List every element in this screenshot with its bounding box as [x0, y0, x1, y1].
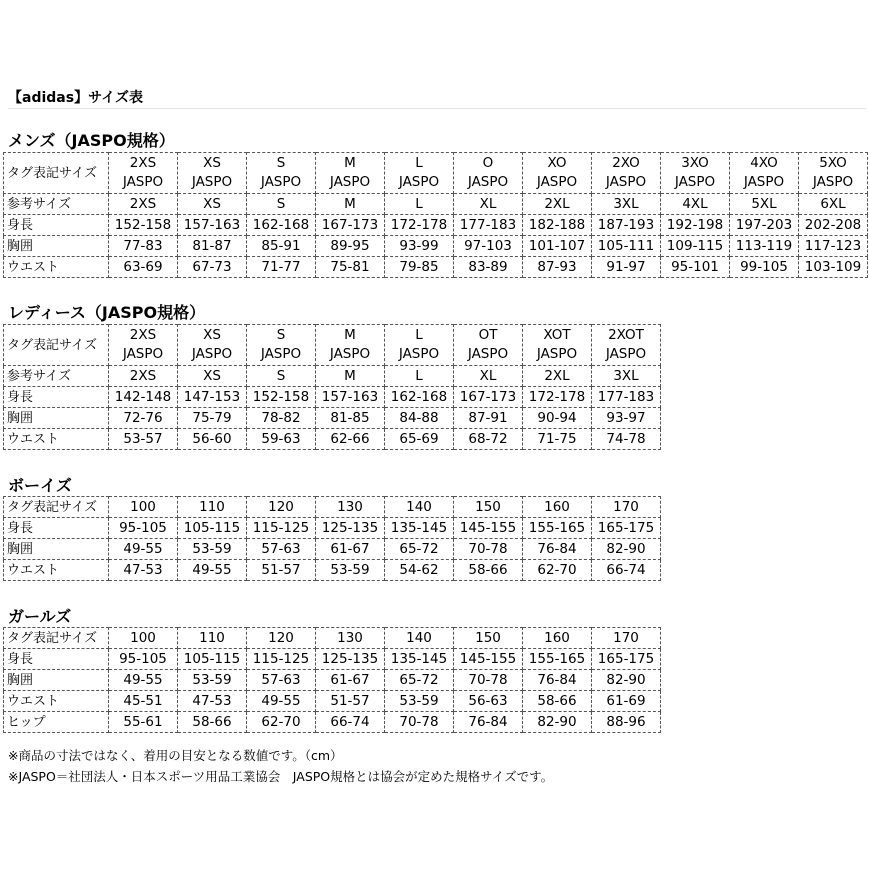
size-cell	[178, 325, 247, 366]
size-cell: 93-97	[592, 408, 661, 429]
size-cell: 192-198	[661, 215, 730, 236]
jaspo-label: JASPO	[260, 346, 302, 362]
size-cell: 87-93	[523, 257, 592, 278]
size-row	[4, 366, 661, 387]
size-cell	[523, 325, 592, 366]
size-cell: 155-165	[523, 518, 592, 539]
row-label: ウエスト	[4, 691, 109, 712]
size-code: XS	[203, 155, 221, 171]
size-cell: 145-155	[454, 649, 523, 670]
size-row	[4, 691, 661, 712]
size-cell: 150	[454, 497, 523, 518]
size-cell: 62-66	[316, 429, 385, 450]
size-cell: 71-77	[247, 257, 316, 278]
ladies-size-title: レディース（JASPO規格）	[8, 303, 206, 322]
size-cell: 78-82	[247, 408, 316, 429]
size-cell: 62-70	[247, 712, 316, 733]
boys-size-table	[3, 496, 661, 581]
row-label: 身長	[4, 387, 109, 408]
size-code: S	[276, 327, 286, 343]
size-cell: 6XL	[799, 194, 868, 215]
size-cell: 49-55	[109, 539, 178, 560]
size-cell: 71-75	[523, 429, 592, 450]
size-cell: 49-55	[247, 691, 316, 712]
size-cell	[454, 153, 523, 194]
size-cell: 100	[109, 628, 178, 649]
size-code: 4XO	[750, 155, 778, 171]
size-cell	[523, 153, 592, 194]
jaspo-label: JASPO	[743, 174, 785, 190]
size-cell: 130	[316, 497, 385, 518]
size-row	[4, 649, 661, 670]
size-cell: 120	[247, 628, 316, 649]
size-cell: 177-183	[454, 215, 523, 236]
size-cell: 160	[523, 628, 592, 649]
size-cell: 76-84	[523, 539, 592, 560]
size-cell: 53-59	[178, 670, 247, 691]
size-cell: 55-61	[109, 712, 178, 733]
size-cell: 75-79	[178, 408, 247, 429]
size-cell: 155-165	[523, 649, 592, 670]
ladies-size-table	[3, 324, 661, 450]
size-code: XS	[203, 327, 221, 343]
size-cell: 91-97	[592, 257, 661, 278]
title-divider	[8, 108, 866, 109]
size-row	[4, 325, 661, 366]
size-code: O	[482, 155, 494, 171]
size-cell: 3XL	[592, 366, 661, 387]
size-row	[4, 194, 868, 215]
size-cell: 57-63	[247, 670, 316, 691]
size-cell: S	[247, 366, 316, 387]
size-cell: 99-105	[730, 257, 799, 278]
size-cell: 85-91	[247, 236, 316, 257]
size-cell: 125-135	[316, 518, 385, 539]
size-cell: 113-119	[730, 236, 799, 257]
size-row	[4, 387, 661, 408]
size-cell: L	[385, 366, 454, 387]
size-cell: 65-72	[385, 539, 454, 560]
mens-size-title: メンズ（JASPO規格）	[8, 131, 175, 150]
row-label: ウエスト	[4, 257, 109, 278]
mens-size-table	[3, 152, 868, 278]
size-row	[4, 539, 661, 560]
size-cell: 56-60	[178, 429, 247, 450]
row-label: ヒップ	[4, 712, 109, 733]
size-code: L	[415, 155, 423, 171]
size-cell: 66-74	[592, 560, 661, 581]
size-cell: 145-155	[454, 518, 523, 539]
jaspo-label: JASPO	[191, 174, 233, 190]
size-cell: 70-78	[385, 712, 454, 733]
size-cell	[316, 153, 385, 194]
size-cell	[247, 325, 316, 366]
size-cell: L	[385, 194, 454, 215]
size-cell: XS	[178, 366, 247, 387]
size-cell: 68-72	[454, 429, 523, 450]
size-cell: XS	[178, 194, 247, 215]
size-cell: 89-95	[316, 236, 385, 257]
jaspo-label: JASPO	[536, 346, 578, 362]
size-cell: 197-203	[730, 215, 799, 236]
size-cell: 167-173	[454, 387, 523, 408]
jaspo-label: JASPO	[260, 174, 302, 190]
size-cell: 54-62	[385, 560, 454, 581]
size-cell: 182-188	[523, 215, 592, 236]
size-cell: 100	[109, 497, 178, 518]
size-cell: 160	[523, 497, 592, 518]
size-cell: 81-87	[178, 236, 247, 257]
row-label: タグ表記サイズ	[4, 497, 109, 518]
jaspo-label: JASPO	[398, 174, 440, 190]
size-cell: 103-109	[799, 257, 868, 278]
size-cell: 167-173	[316, 215, 385, 236]
size-cell: 76-84	[523, 670, 592, 691]
size-cell: 177-183	[592, 387, 661, 408]
size-cell: 53-59	[385, 691, 454, 712]
size-cell: 140	[385, 497, 454, 518]
size-cell: 120	[247, 497, 316, 518]
size-row	[4, 712, 661, 733]
size-code: M	[344, 155, 356, 171]
jaspo-label: JASPO	[191, 346, 233, 362]
size-cell: 152-158	[247, 387, 316, 408]
size-cell: 62-70	[523, 560, 592, 581]
size-code: 5XO	[819, 155, 847, 171]
size-cell: 162-168	[247, 215, 316, 236]
size-code: 3XO	[681, 155, 709, 171]
size-code: M	[344, 327, 356, 343]
size-cell: 51-57	[247, 560, 316, 581]
size-cell: 95-105	[109, 649, 178, 670]
jaspo-label: JASPO	[605, 174, 647, 190]
size-cell: 105-115	[178, 518, 247, 539]
size-cell	[385, 153, 454, 194]
size-code: S	[276, 155, 286, 171]
size-cell: 93-99	[385, 236, 454, 257]
size-cell: 67-73	[178, 257, 247, 278]
row-label: タグ表記サイズ	[4, 325, 109, 366]
size-cell: 70-78	[454, 539, 523, 560]
size-cell: 79-85	[385, 257, 454, 278]
jaspo-label: JASPO	[674, 174, 716, 190]
size-cell: 45-51	[109, 691, 178, 712]
jaspo-label: JASPO	[812, 174, 854, 190]
size-cell: XL	[454, 194, 523, 215]
size-cell	[316, 325, 385, 366]
jaspo-label: JASPO	[329, 346, 371, 362]
size-row	[4, 257, 868, 278]
size-row	[4, 497, 661, 518]
size-cell: 4XL	[661, 194, 730, 215]
size-cell: 61-67	[316, 539, 385, 560]
size-cell	[592, 153, 661, 194]
size-cell: 88-96	[592, 712, 661, 733]
size-code: 2XO	[612, 155, 640, 171]
size-cell: 105-111	[592, 236, 661, 257]
size-cell: 90-94	[523, 408, 592, 429]
size-cell: 53-59	[178, 539, 247, 560]
size-cell: 157-163	[316, 387, 385, 408]
size-cell: 110	[178, 497, 247, 518]
size-cell	[454, 325, 523, 366]
size-cell: M	[316, 366, 385, 387]
size-cell: 135-145	[385, 649, 454, 670]
size-cell: 82-90	[523, 712, 592, 733]
size-cell: 95-105	[109, 518, 178, 539]
size-cell: 82-90	[592, 539, 661, 560]
jaspo-label: JASPO	[329, 174, 371, 190]
size-cell: 172-178	[385, 215, 454, 236]
size-cell: 47-53	[178, 691, 247, 712]
size-cell: 130	[316, 628, 385, 649]
page-title: 【adidas】サイズ表	[8, 90, 143, 106]
row-label: 参考サイズ	[4, 366, 109, 387]
size-cell	[247, 153, 316, 194]
size-cell: 140	[385, 628, 454, 649]
jaspo-label: JASPO	[467, 174, 509, 190]
size-cell	[730, 153, 799, 194]
size-cell: 109-115	[661, 236, 730, 257]
size-cell: 75-81	[316, 257, 385, 278]
size-cell: 142-148	[109, 387, 178, 408]
size-row	[4, 560, 661, 581]
size-row	[4, 236, 868, 257]
note-measurement: ※商品の寸法ではなく、着用の目安となる数値です。（cm）	[8, 748, 343, 763]
size-cell: 135-145	[385, 518, 454, 539]
size-cell: 53-59	[316, 560, 385, 581]
size-cell: 77-83	[109, 236, 178, 257]
size-cell: 58-66	[178, 712, 247, 733]
size-cell	[661, 153, 730, 194]
row-label: 胸囲	[4, 236, 109, 257]
size-row	[4, 628, 661, 649]
row-label: 身長	[4, 518, 109, 539]
size-code: 2XOT	[608, 327, 644, 343]
size-cell: S	[247, 194, 316, 215]
row-label: タグ表記サイズ	[4, 153, 109, 194]
size-cell: 172-178	[523, 387, 592, 408]
size-cell: 58-66	[454, 560, 523, 581]
size-cell: 110	[178, 628, 247, 649]
size-code: L	[415, 327, 423, 343]
jaspo-label: JASPO	[122, 174, 164, 190]
size-cell: 165-175	[592, 649, 661, 670]
size-cell: 83-89	[454, 257, 523, 278]
size-cell: 152-158	[109, 215, 178, 236]
size-row	[4, 518, 661, 539]
size-cell: 49-55	[178, 560, 247, 581]
size-cell	[592, 325, 661, 366]
size-cell: 47-53	[109, 560, 178, 581]
size-cell: 66-74	[316, 712, 385, 733]
size-cell: 157-163	[178, 215, 247, 236]
row-label: ウエスト	[4, 429, 109, 450]
size-cell: 72-76	[109, 408, 178, 429]
size-cell: 115-125	[247, 649, 316, 670]
size-cell: 2XS	[109, 194, 178, 215]
size-cell: 170	[592, 497, 661, 518]
row-label: 胸囲	[4, 408, 109, 429]
size-cell: 202-208	[799, 215, 868, 236]
size-row	[4, 215, 868, 236]
size-cell: 65-72	[385, 670, 454, 691]
size-cell: 165-175	[592, 518, 661, 539]
size-cell: 87-91	[454, 408, 523, 429]
size-cell	[109, 153, 178, 194]
size-cell: 49-55	[109, 670, 178, 691]
size-cell: 162-168	[385, 387, 454, 408]
size-cell: 2XL	[523, 366, 592, 387]
size-cell: 125-135	[316, 649, 385, 670]
size-cell: 81-85	[316, 408, 385, 429]
jaspo-label: JASPO	[122, 346, 164, 362]
size-cell: 70-78	[454, 670, 523, 691]
size-cell	[109, 325, 178, 366]
size-code: OT	[478, 327, 498, 343]
size-cell: 63-69	[109, 257, 178, 278]
size-cell: 97-103	[454, 236, 523, 257]
row-label: ウエスト	[4, 560, 109, 581]
girls-size-title: ガールズ	[8, 607, 72, 626]
size-row	[4, 153, 868, 194]
row-label: 身長	[4, 649, 109, 670]
size-cell: 117-123	[799, 236, 868, 257]
size-cell	[385, 325, 454, 366]
size-cell: 170	[592, 628, 661, 649]
size-cell: 58-66	[523, 691, 592, 712]
size-cell: 3XL	[592, 194, 661, 215]
size-cell	[799, 153, 868, 194]
size-row	[4, 408, 661, 429]
jaspo-label: JASPO	[605, 346, 647, 362]
jaspo-label: JASPO	[536, 174, 578, 190]
size-code: 2XS	[129, 327, 157, 343]
size-cell	[178, 153, 247, 194]
size-cell: 105-115	[178, 649, 247, 670]
size-cell: XL	[454, 366, 523, 387]
row-label: 胸囲	[4, 670, 109, 691]
jaspo-label: JASPO	[467, 346, 509, 362]
row-label: 胸囲	[4, 539, 109, 560]
size-cell: 2XL	[523, 194, 592, 215]
size-row	[4, 429, 661, 450]
size-cell: 101-107	[523, 236, 592, 257]
size-cell: 115-125	[247, 518, 316, 539]
size-code: XO	[547, 155, 567, 171]
size-cell: 2XS	[109, 366, 178, 387]
size-cell: 51-57	[316, 691, 385, 712]
size-cell: 147-153	[178, 387, 247, 408]
size-code: XOT	[543, 327, 571, 343]
size-cell: 61-69	[592, 691, 661, 712]
size-cell: 65-69	[385, 429, 454, 450]
size-cell: 5XL	[730, 194, 799, 215]
size-cell: 57-63	[247, 539, 316, 560]
size-cell: 53-57	[109, 429, 178, 450]
size-row	[4, 670, 661, 691]
row-label: 参考サイズ	[4, 194, 109, 215]
size-cell: 61-67	[316, 670, 385, 691]
row-label: 身長	[4, 215, 109, 236]
size-cell: 84-88	[385, 408, 454, 429]
size-code: 2XS	[129, 155, 157, 171]
size-cell: 82-90	[592, 670, 661, 691]
size-cell: 150	[454, 628, 523, 649]
row-label: タグ表記サイズ	[4, 628, 109, 649]
note-jaspo: ※JASPO＝社団法人・日本スポーツ用品工業協会 JASPO規格とは協会が定めた規格サイズです。	[8, 769, 554, 784]
size-cell: 74-78	[592, 429, 661, 450]
size-cell: 56-63	[454, 691, 523, 712]
jaspo-label: JASPO	[398, 346, 440, 362]
size-cell: M	[316, 194, 385, 215]
size-cell: 95-101	[661, 257, 730, 278]
size-cell: 187-193	[592, 215, 661, 236]
size-cell: 59-63	[247, 429, 316, 450]
boys-size-title: ボーイズ	[8, 476, 72, 495]
size-cell: 76-84	[454, 712, 523, 733]
girls-size-table	[3, 627, 661, 733]
